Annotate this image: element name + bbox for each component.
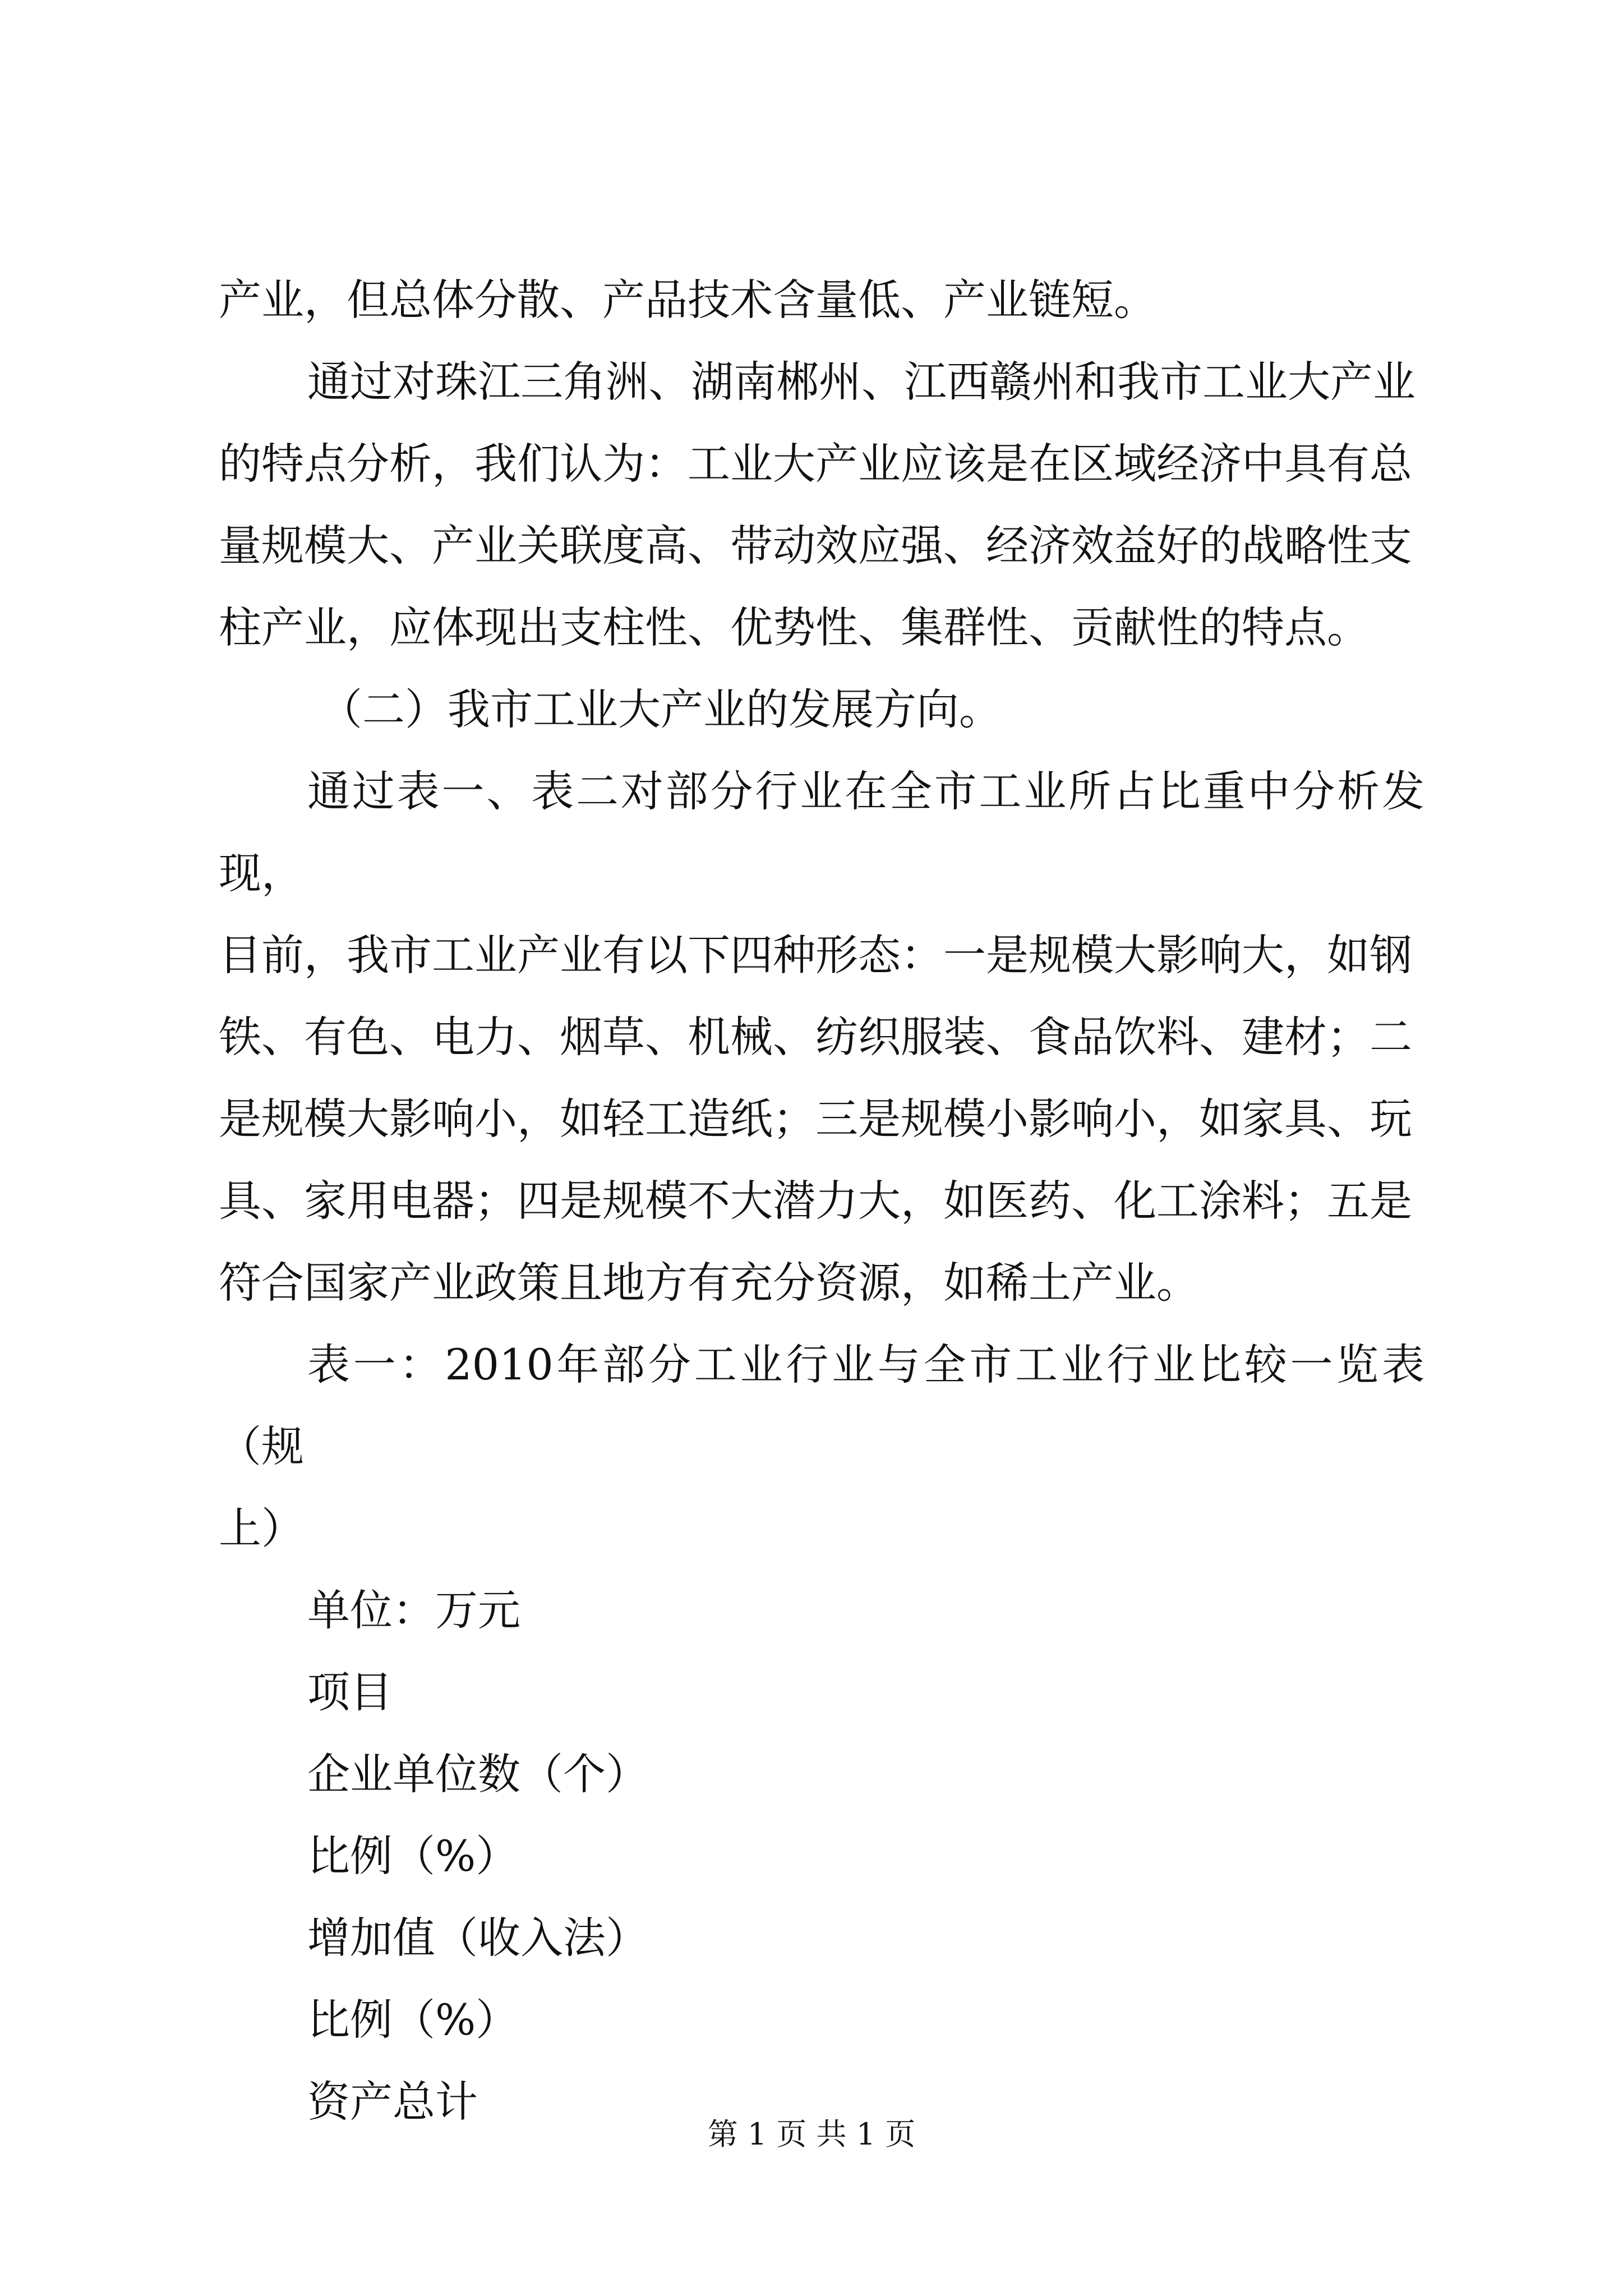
table-header-enterprise-count: 企业单位数（个）	[307, 1749, 648, 1799]
table-header-ratio: 比例（%）	[307, 1995, 519, 2045]
paragraph-continuation: 产业，但总体分散、产品技术含量低、产业链短。	[219, 275, 1156, 325]
document-body	[219, 259, 1424, 2143]
paragraph-development-direction: 通过表一、表二对部分行业在全市工业所占比重中分析发现， 目前，我市工业产业有以下四种形态：一是规模大影响大，如钢 铁、有色、电力、烟草、机械、纺织服装、食品饮料、建材；二 是规模大影响小，如轻工造纸；三是规模小影响小，如家具、玩 具、家用电器；四是规模不大潜力大，如医药、化工涂料；五是 符合国家产业政策且地方有充分资源，如稀土产业。	[219, 766, 1424, 1308]
table-header-item: 项目	[307, 1667, 393, 1717]
paragraph-characteristics: 通过对珠江三角洲、湖南郴州、江西赣州和我市工业大产业 的特点分析，我们认为：工业大产业应该是在区域经济中具有总 量规模大、产业关联度高、带动效应强、经济效益好的战略性支 柱产业，应体现出支柱性、优势性、集群性、贡献性的特点。	[219, 357, 1415, 652]
page-footer: 第 1 页 共 1 页	[707, 2116, 916, 2152]
table-header-total-assets: 资产总计	[307, 2077, 478, 2127]
section-subheading: （二）我市工业大产业的发展方向。	[320, 684, 1002, 734]
table-caption: 表一：2010年部分工业行业与全市工业行业比较一览表（规 上）	[219, 1340, 1424, 1553]
table-unit-label: 单位：万元	[307, 1585, 520, 1635]
table-header-value-added: 增加值（收入法）	[307, 1913, 648, 1963]
table-header-ratio: 比例（%）	[307, 1831, 519, 1881]
